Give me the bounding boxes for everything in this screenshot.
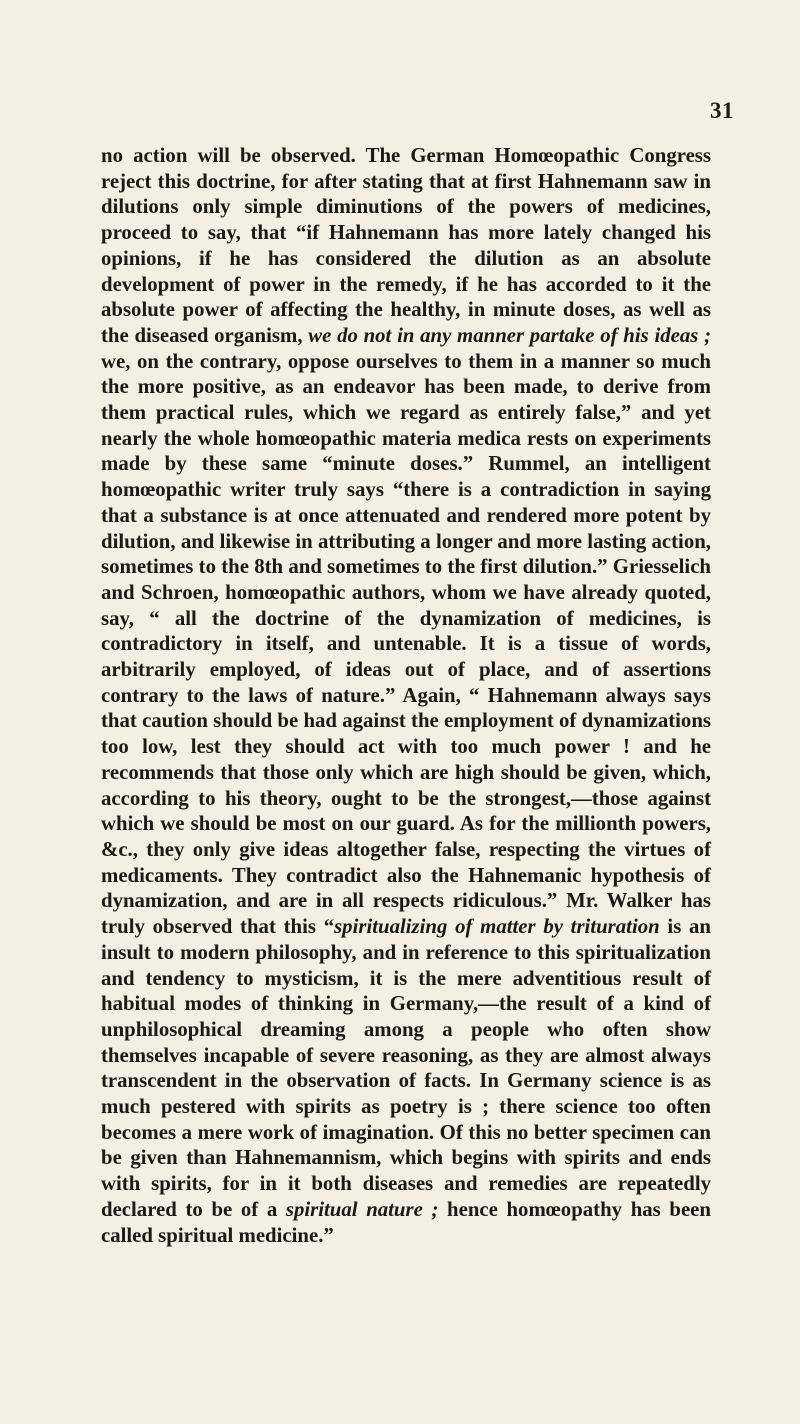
body-paragraph [101,143,711,1248]
text-segment-2: we, on the contrary, oppose ourselves to them in a manner so much the more positive, as an endeavor has been made, to derive from them practical rules, which we regard as entirely false,” and yet nearly the whole homœopathic materia medica rests on experiments made by these same “minute doses.” Rummel, an intelligent homœopathic writer truly says “there is a contradiction in saying that a substance is at once attenuated and rendered more potent by dilution, and likewise in attributing a longer and more lasting action, sometimes to the 8th and sometimes to the first dilution.” Griesselich and Schroen, homœopathic authors, whom we have already quoted, say, “ all the doctrine of the dynamization of medicines, is contradictory in itself, and untenable. It is a tissue of words, arbitrarily employed, of ideas out of place, and of assertions contrary to the laws of nature.” Again, “ Hahnemann always says that caution should be had against the employment of dynamizations too low, lest they should act with too much power ! and he recommends that those only which are high should be given, which, according to his theory, ought to be the strongest,—those against which we should be most on our guard. As for the millionth powers, &c., they only give ideas altogether false, respecting the virtues of medicaments. They contradict also the Hahnemanic hypothesis of dynamization, and are in all respects ridiculous.” Mr. Walker has truly observed that this “ [101,349,711,939]
text-segment-3: is an insult to modern philosophy, and in reference to this spiritualization and tendency to mysticism, it is the mere adventitious result of habitual modes of thinking in Germany,—the result of a kind of unphilosophical dreaming among a people who often show themselves incapable of severe reasoning, as they are almost always transcendent in the observation of facts. In Germany science is as much pestered with spirits as poetry is ; there science too often becomes a mere work of imagination. Of this no better specimen can be given than Hahnemannism, which begins with spirits and ends with spirits, for in it both diseases and remedies are repeatedly declared to be of a [101,915,711,1221]
italic-phrase-spiritualizing: spiritualizing of matter by trituration [334,915,660,939]
italic-phrase-spiritual-nature: spiritual nature ; [285,1197,439,1221]
text-segment-1: no action will be observed. The German Homœopathic Congress reject this doctrine, for after stating that at first Hahnemann saw in dilutions only simple diminutions of the powers of medicines, proceed to say, that “if Hahnemann has more lately changed his opinions, if he has considered the dilution as an absolute development of power in the remedy, if he has accorded to it the absolute power of affecting the healthy, in minute doses, as well as the diseased organism, [101,144,711,347]
italic-phrase-ideas: we do not in any manner partake of his ideas ; [308,323,711,347]
page-number: 31 [710,98,734,123]
text-segment-4: hence homœopathy has been called spiritual medicine.” [101,1197,711,1247]
